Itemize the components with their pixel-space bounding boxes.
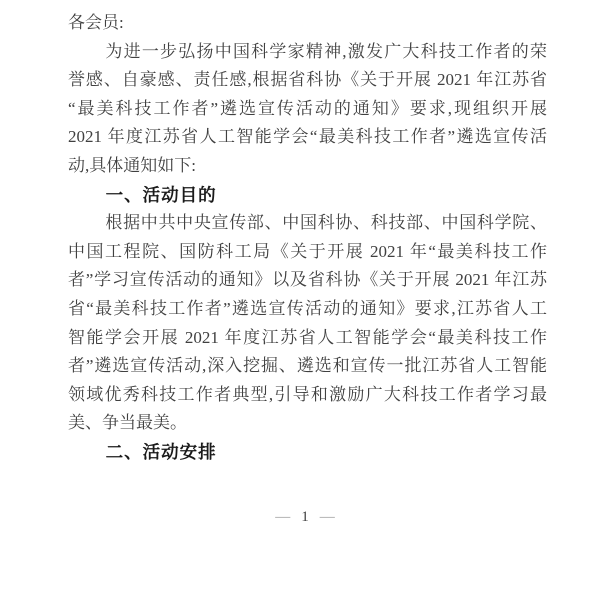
page-footer xyxy=(0,505,610,529)
footer-page-number: 1 xyxy=(301,509,309,525)
text-line: 为进一步弘扬中国科学家精神,激发广大科技工作者的荣 xyxy=(105,41,547,61)
footer-dash-right: — xyxy=(319,509,335,525)
text-line: “最美科技工作者”遴选宣传活动的通知》要求,现组织开展 xyxy=(68,98,547,118)
text-line: 领域优秀科技工作者典型,引导和激励广大科技工作者学习最 xyxy=(68,384,547,404)
document-body xyxy=(68,9,547,467)
text-line: 2021 年度江苏省人工智能学会“最美科技工作者”遴选宣传活 xyxy=(68,127,547,147)
text-line: 根据中共中央宣传部、中国科协、科技部、中国科学院、 xyxy=(105,213,547,233)
text-line: 动,具体通知如下: xyxy=(68,155,196,175)
text-line: 誉感、自豪感、责任感,根据省科协《关于开展 2021 年江苏省 xyxy=(68,70,547,90)
text-line: 智能学会开展 2021 年度江苏省人工智能学会“最美科技工作 xyxy=(68,327,547,347)
text-line: 省“最美科技工作者”遴选宣传活动的通知》要求,江苏省人工 xyxy=(68,298,547,318)
text-line: 美、争当最美。 xyxy=(68,413,187,433)
text-line: 中国工程院、国防科工局《关于开展 2021 年“最美科技工作 xyxy=(68,241,547,261)
section-heading: 二、活动安排 xyxy=(105,441,217,462)
footer-dash-left: — xyxy=(275,509,291,525)
text-line: 者”遴选宣传活动,深入挖掘、遴选和宣传一批江苏省人工智能 xyxy=(68,356,547,376)
text-line: 各会员: xyxy=(68,13,124,32)
text-line: 者”学习宣传活动的通知》以及省科协《关于开展 2021 年江苏 xyxy=(68,270,547,290)
section-heading: 一、活动目的 xyxy=(105,184,217,205)
